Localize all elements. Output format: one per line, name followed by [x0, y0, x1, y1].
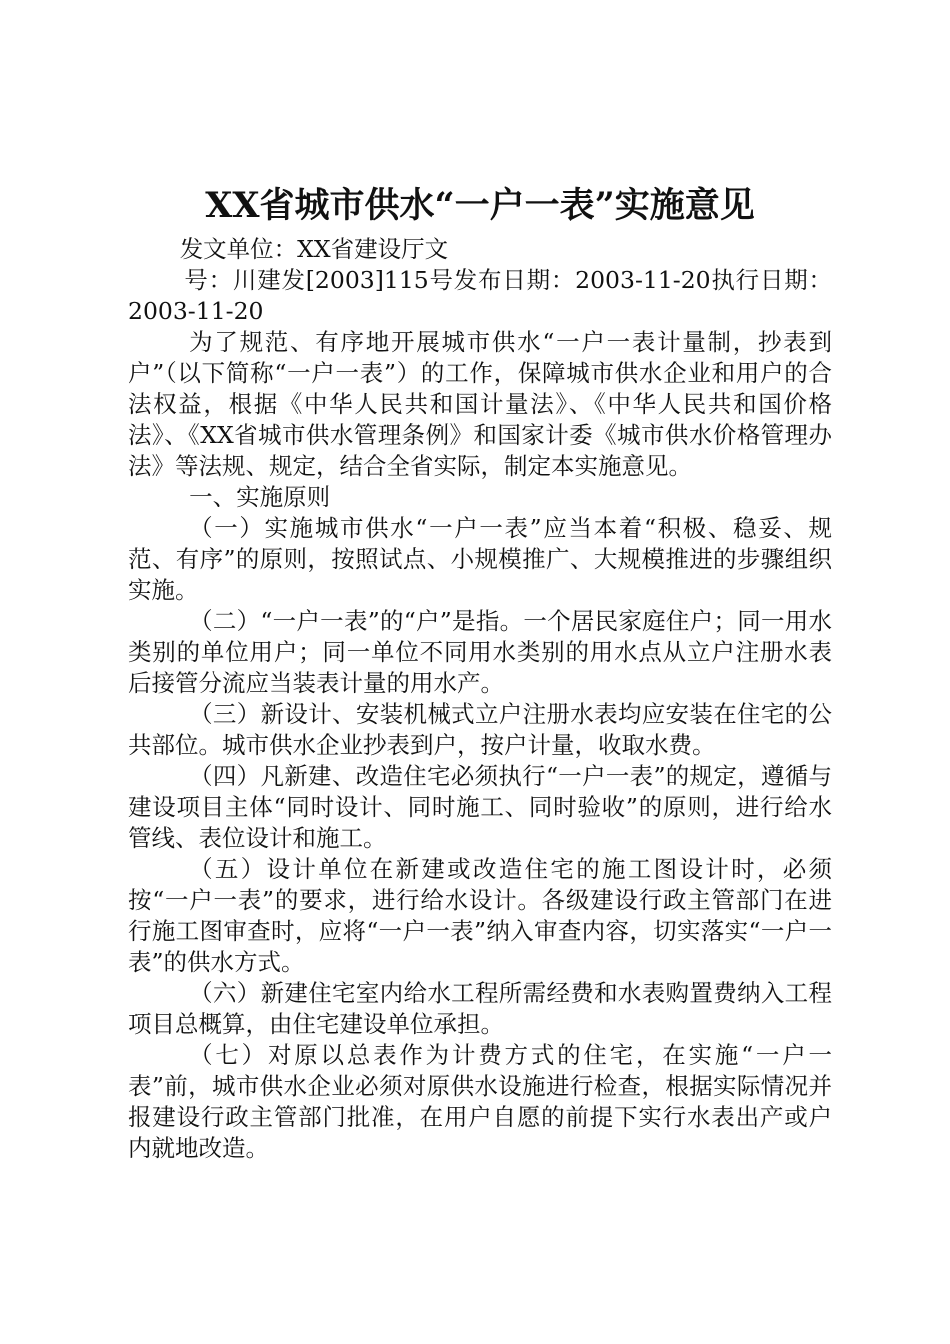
- intro-paragraph: 为了规范、有序地开展城市供水“一户一表计量制，抄表到户”（以下简称“一户一表”）的工作，保障城市供水企业和用户的合法权益，根据《中华人民共和国计量法》、《中华人民共和国价格法》、《XX省城市供水管理条例》和国家计委《城市供水价格管理办法》等法规、规定，结合全省实际，制定本实施意见。: [128, 328, 832, 480]
- document-page: [128, 180, 832, 1164]
- document-number-dates: 号：川建发[2003]115号发布日期：2003-11-20执行日期：2003-11-20: [128, 266, 832, 325]
- issuer-line: 发文单位：XX省建设厅文: [179, 235, 449, 263]
- principle-item: （二）“一户一表”的“户”是指。一个居民家庭住户；同一用水类别的单位用户；同一单位不同用水类别的用水点从立户注册水表后接管分流应当装表计量的用水产。: [128, 607, 832, 697]
- principle-item: （一）实施城市供水“一户一表”应当本着“积极、稳妥、规范、有序”的原则，按照试点、小规模推广、大规模推进的步骤组织实施。: [128, 514, 832, 604]
- document-title: XX省城市供水“一户一表”实施意见: [205, 185, 755, 226]
- principle-item: （七）对原以总表作为计费方式的住宅，在实施“一户一表”前，城市供水企业必须对原供水设施进行检查，根据实际情况并报建设行政主管部门批准，在用户自愿的前提下实行水表出产或户内就地改造。: [128, 1041, 832, 1162]
- principle-item: （六）新建住宅室内给水工程所需经费和水表购置费纳入工程项目总概算，由住宅建设单位承担。: [128, 979, 832, 1038]
- principle-item: （五）设计单位在新建或改造住宅的施工图设计时，必须按“一户一表”的要求，进行给水设计。各级建设行政主管部门在进行施工图审查时，应将“一户一表”纳入审查内容，切实落实“一户一表”的供水方式。: [128, 855, 832, 976]
- principle-item: （四）凡新建、改造住宅必须执行“一户一表”的规定，遵循与建设项目主体“同时设计、同时施工、同时验收”的原则，进行给水管线、表位设计和施工。: [128, 762, 832, 852]
- section-heading: 一、实施原则: [189, 483, 331, 511]
- principle-item: （三）新设计、安装机械式立户注册水表均应安装在住宅的公共部位。城市供水企业抄表到户，按户计量，收取水费。: [128, 700, 832, 759]
